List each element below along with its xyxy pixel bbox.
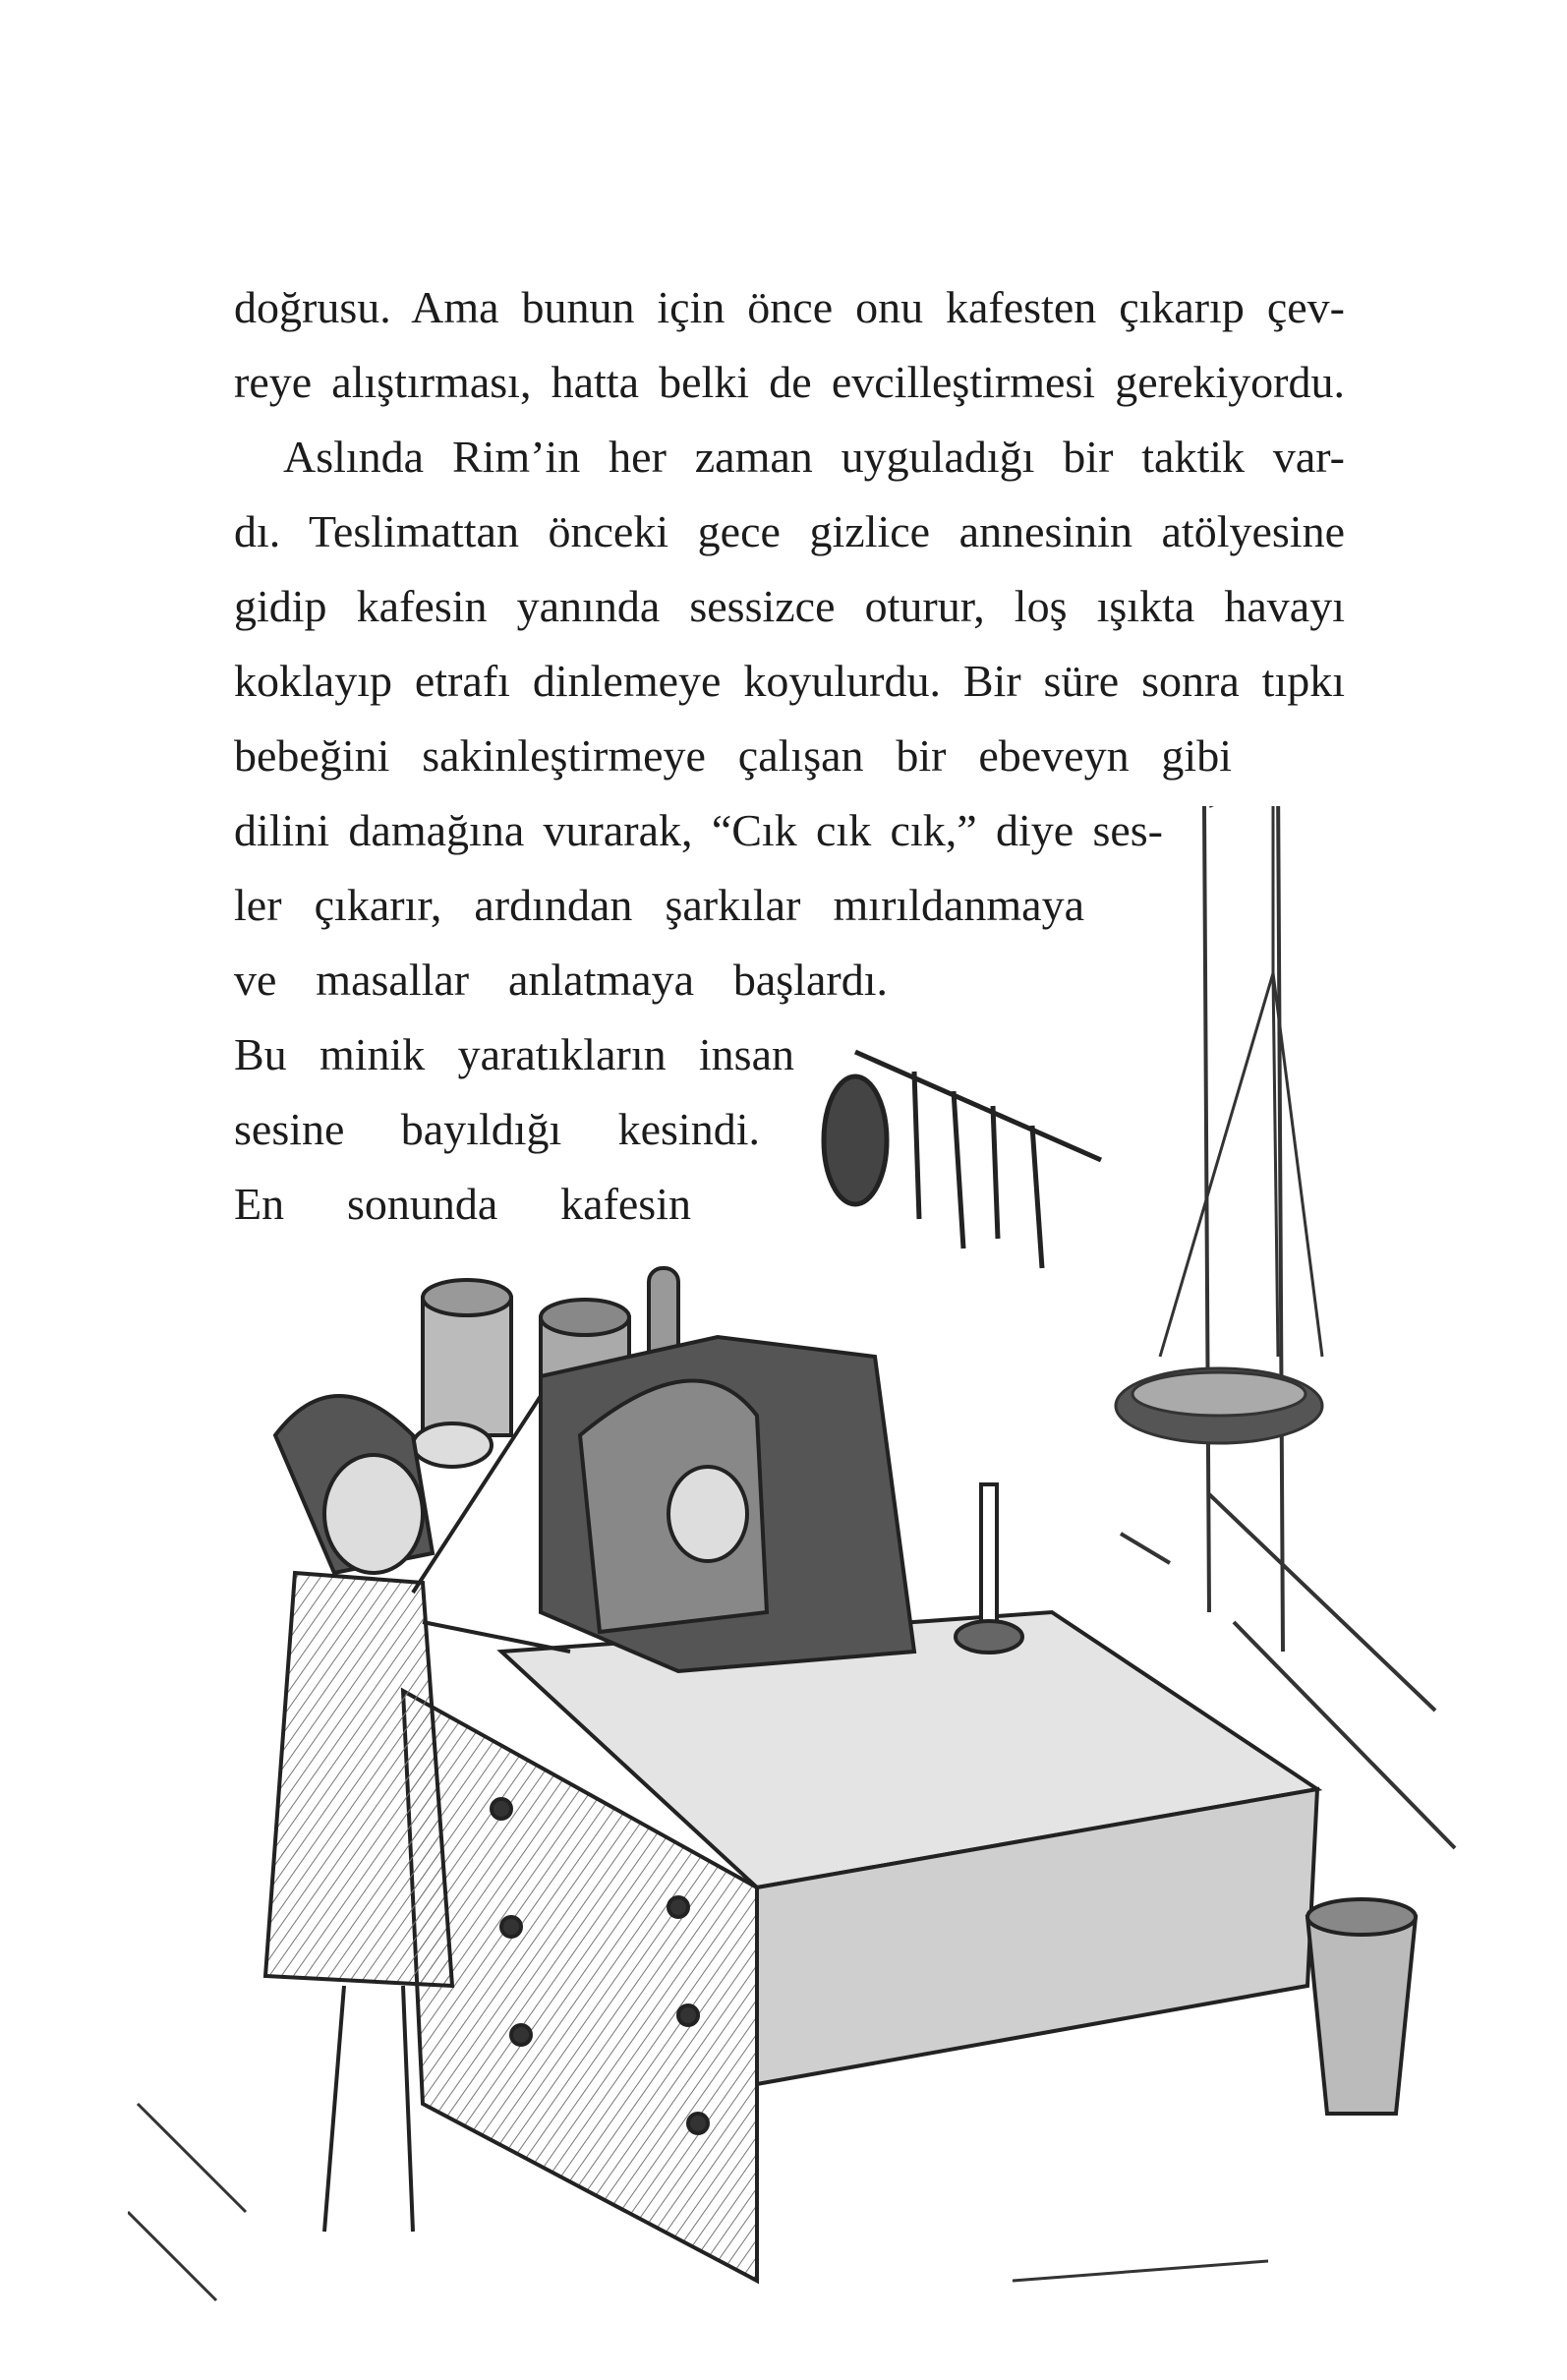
text-line: ler çıkarır, ardından şarkılar mırıldanmaya [234, 880, 1084, 930]
text-line: dı. Teslimattan önceki gece gizlice annesinin atölyesine [234, 506, 1345, 556]
text-line: reye alıştırması, hatta belki de evcilleştirmesi gerekiyordu. [234, 357, 1345, 407]
text-line: En sonunda kafesin [234, 1179, 691, 1229]
text-line: doğrusu. Ama bunun için önce onu kafesten çıkarıp çev- [234, 282, 1345, 332]
illustration [128, 806, 1465, 2340]
candle [956, 1484, 1022, 1653]
text-line: koklayıp etrafı dinlemeye koyulurdu. Bir süre sonra tıpkı [234, 656, 1345, 706]
utensil-rack [824, 1052, 1101, 1268]
text-line: Aslında Rim’in her zaman uyguladığı bir taktik var- [283, 432, 1345, 482]
hanging-scale [1116, 806, 1322, 1443]
covered-cage [541, 1337, 914, 1671]
text-line: dilini damağına vurarak, “Cık cık cık,” diye ses- [234, 805, 1163, 855]
text-line: gidip kafesin yanında sessizce oturur, loş ışıkta havayı [234, 581, 1345, 631]
cabinet [403, 1612, 1317, 2281]
text-line: bebeğini sakinleştirmeye çalışan bir ebeveyn gibi [234, 730, 1232, 781]
text-line: ve masallar anlatmaya başlardı. [234, 955, 888, 1005]
text-line: Bu minik yaratıkların insan [234, 1029, 794, 1079]
text-line: sesine bayıldığı kesindi. [234, 1104, 760, 1154]
illustration-drawing [128, 806, 1465, 2340]
bucket [1307, 1899, 1416, 2114]
